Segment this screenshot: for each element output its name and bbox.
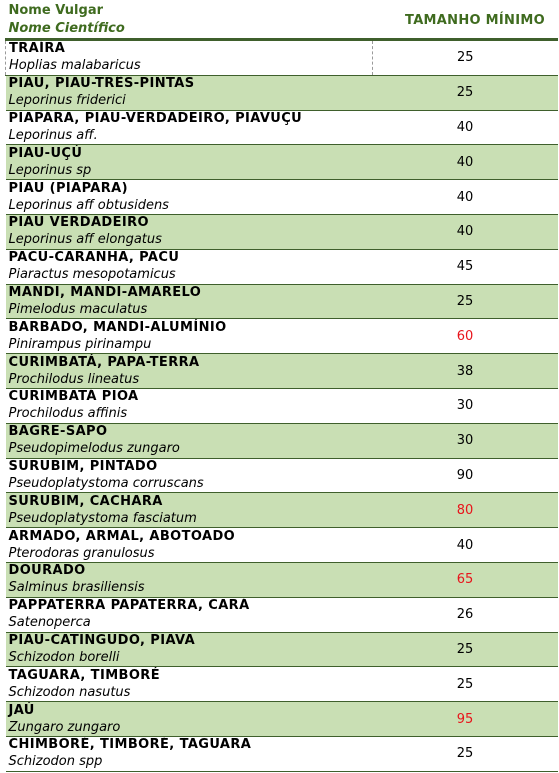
common-name: CURIMBATÁ, PAPA-TERRA (8, 354, 200, 370)
species-name-cell (6, 145, 373, 180)
common-name: SURUBIM, PINTADO (8, 458, 158, 474)
minimum-size-value: 80 (373, 493, 558, 528)
scientific-name: Leporinus sp (8, 162, 92, 178)
minimum-size-table (5, 2, 558, 772)
scientific-name: Salminus brasiliensis (8, 580, 145, 596)
minimum-size-value: 45 (373, 249, 558, 284)
species-name-cell (6, 493, 373, 528)
species-name-cell (6, 736, 373, 771)
common-name: PIAU (PIAPARA) (8, 180, 128, 196)
common-name: PIAU VERDADEIRO (8, 215, 149, 231)
scientific-name: Schizodon spp (8, 754, 103, 770)
common-name: CURIMBATÁ PIOA (8, 389, 139, 405)
common-name: CHIMBORÉ, TIMBORÉ, TAGUARA (8, 737, 252, 753)
minimum-size-value: 40 (373, 110, 558, 145)
minimum-size-value: 30 (373, 423, 558, 458)
table-row (6, 214, 558, 249)
table-row (6, 319, 558, 354)
scientific-name: Schizodon borelli (8, 649, 120, 665)
minimum-size-value: 25 (373, 40, 558, 76)
species-name-cell (6, 702, 373, 737)
common-name: PACU-CARANHA, PACU (8, 250, 180, 266)
table-row (6, 388, 558, 423)
table-row (6, 145, 558, 180)
minimum-size-value: 40 (373, 145, 558, 180)
species-name-cell (6, 214, 373, 249)
scientific-name: Pterodoras granulosus (8, 545, 155, 561)
minimum-size-value: 25 (373, 736, 558, 771)
table-header (6, 2, 558, 40)
common-name: DOURADO (8, 563, 86, 579)
table-row (6, 423, 558, 458)
species-name-cell (6, 319, 373, 354)
scientific-name: Pimelodus maculatus (8, 301, 148, 317)
scientific-name: Leporinus aff elongatus (8, 232, 162, 248)
table-row (6, 249, 558, 284)
scientific-name: Leporinus friderici (8, 93, 126, 109)
scientific-name: Hoplias malabaricus (9, 58, 141, 74)
minimum-size-value: 40 (373, 528, 558, 563)
table-row (6, 736, 558, 771)
common-name: PIAU, PIAU-TRÊS-PINTAS (8, 76, 195, 92)
table-row (6, 493, 558, 528)
table-row (6, 354, 558, 389)
table-row (6, 562, 558, 597)
minimum-size-value: 30 (373, 388, 558, 423)
minimum-size-value: 40 (373, 180, 558, 215)
common-name: BARBADO, MANDI-ALUMÍNIO (8, 319, 227, 335)
common-name: SURUBIM, CACHARA (8, 493, 163, 509)
common-name: TRAÍRA (9, 41, 66, 57)
table-row (6, 180, 558, 215)
species-name-cell (6, 458, 373, 493)
scientific-name: Leporinus aff obtusidens (8, 197, 169, 213)
table-row (6, 40, 558, 76)
scientific-name: Prochilodus lineatus (8, 371, 140, 387)
species-name-cell (6, 388, 373, 423)
table-body (6, 40, 558, 772)
species-name-cell (6, 75, 373, 110)
scientific-name: Zungaro zungaro (8, 719, 121, 735)
common-name: PIAU-CATINGUDO, PIAVA (8, 632, 196, 648)
scientific-name: Leporinus aff. (8, 127, 98, 143)
minimum-size-value: 25 (373, 284, 558, 319)
table-row (6, 110, 558, 145)
species-name-cell (6, 354, 373, 389)
species-name-cell (6, 528, 373, 563)
species-name-cell (6, 562, 373, 597)
common-name: MANDI, MANDI-AMARELO (8, 284, 202, 300)
table-row (6, 632, 558, 667)
scientific-name: Piaractus mesopotamicus (8, 267, 176, 283)
minimum-size-value: 25 (373, 632, 558, 667)
scientific-name: Pseudoplatystoma fasciatum (8, 510, 197, 526)
minimum-size-value: 60 (373, 319, 558, 354)
table-row (6, 702, 558, 737)
minimum-size-value: 26 (373, 597, 558, 632)
species-name-cell (6, 180, 373, 215)
name-column-header (6, 2, 373, 40)
species-name-cell (6, 597, 373, 632)
common-name: BAGRE-SAPO (8, 424, 108, 440)
minimum-size-value: 90 (373, 458, 558, 493)
species-name-cell (6, 249, 373, 284)
table-row (6, 284, 558, 319)
minimum-size-value: 65 (373, 562, 558, 597)
minimum-size-value: 25 (373, 75, 558, 110)
scientific-name-header-label: Nome Científico (8, 21, 125, 36)
species-name-cell (6, 667, 373, 702)
common-name: PAPPATERRA PAPATERRA, CARÁ (8, 598, 250, 614)
species-name-cell (6, 110, 373, 145)
minimum-size-value: 38 (373, 354, 558, 389)
common-name: PIAPARA, PIAU-VERDADEIRO, PIAVUÇU (8, 110, 303, 126)
scientific-name: Satenoperca (8, 615, 91, 631)
common-name: JAÚ (8, 702, 35, 718)
minimum-size-value: 40 (373, 214, 558, 249)
scientific-name: Pinirampus pirinampu (8, 336, 152, 352)
species-name-cell (6, 632, 373, 667)
common-name: ARMADO, ARMAL, ABOTOADO (8, 528, 236, 544)
species-name-cell (6, 284, 373, 319)
species-name-cell (6, 40, 373, 76)
common-name: TAGUARA, TIMBORÉ (8, 667, 160, 683)
common-name: PIAU-UÇÚ (8, 145, 83, 161)
table-row (6, 528, 558, 563)
table-row (6, 75, 558, 110)
common-name-header-label: Nome Vulgar (8, 3, 103, 18)
scientific-name: Pseudopimelodus zungaro (8, 441, 180, 457)
table-row (6, 667, 558, 702)
scientific-name: Prochilodus affinis (8, 406, 128, 422)
scientific-name: Schizodon nasutus (8, 684, 131, 700)
species-name-cell (6, 423, 373, 458)
table-row (6, 597, 558, 632)
minimum-size-value: 95 (373, 702, 558, 737)
table-row (6, 458, 558, 493)
scientific-name: Pseudoplatystoma corruscans (8, 475, 204, 491)
minimum-size-value: 25 (373, 667, 558, 702)
minimum-size-column-header: TAMANHO MÍNIMO (373, 2, 558, 40)
